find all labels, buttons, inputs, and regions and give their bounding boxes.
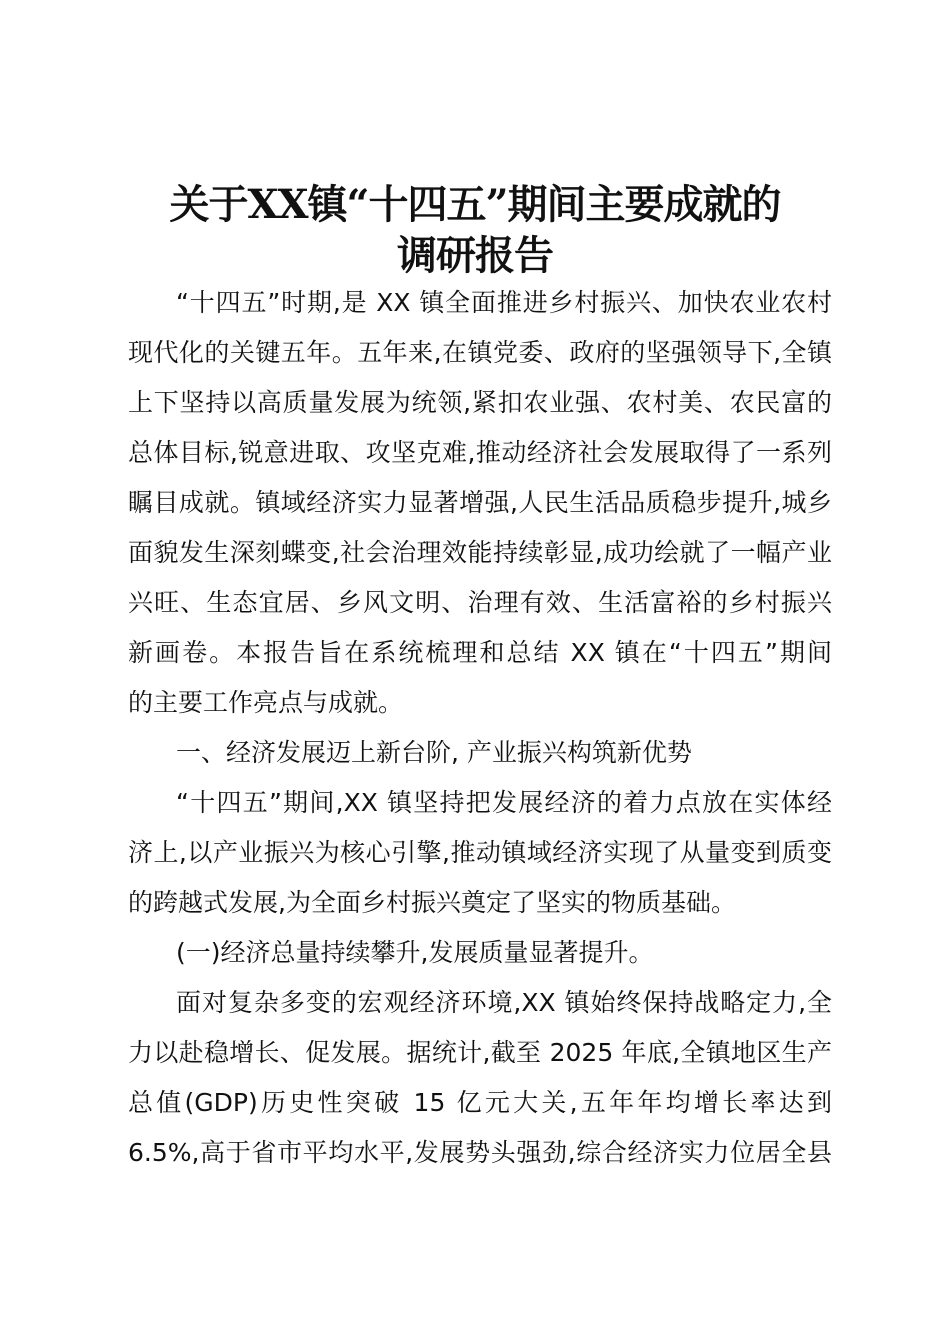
body-text-line: 力以赴稳增长、促发展。据统计,截至 2025 年底,全镇地区生产 <box>128 1038 832 1067</box>
body-text-line: 面貌发生深刻蝶变,社会治理效能持续彰显,成功绘就了一幅产业 <box>128 538 832 567</box>
section-heading: 一、经济发展迈上新台阶, 产业振兴构筑新优势 <box>176 738 692 767</box>
body-text-line: “十四五”期间,XX 镇坚持把发展经济的着力点放在实体经 <box>176 788 832 817</box>
body-text-line: 总体目标,锐意进取、攻坚克难,推动经济社会发展取得了一系列 <box>128 438 832 467</box>
body-text-line: 济上,以产业振兴为核心引擎,推动镇域经济实现了从量变到质变 <box>128 838 832 867</box>
document-title-line-1: 关于XX镇“十四五”期间主要成就的 <box>169 181 781 228</box>
body-text-line: “十四五”时期,是 XX 镇全面推进乡村振兴、加快农业农村 <box>176 288 832 317</box>
body-text-line: 瞩目成就。镇域经济实力显著增强,人民生活品质稳步提升,城乡 <box>128 488 832 517</box>
body-text-line: 的跨越式发展,为全面乡村振兴奠定了坚实的物质基础。 <box>128 888 736 917</box>
subsection-heading: (一)经济总量持续攀升,发展质量显著提升。 <box>176 938 654 967</box>
body-text-line: 上下坚持以高质量发展为统领,紧扣农业强、农村美、农民富的 <box>128 388 832 417</box>
document-title-line-2: 调研报告 <box>397 232 553 279</box>
body-text-line: 面对复杂多变的宏观经济环境,XX 镇始终保持战略定力,全 <box>176 988 832 1017</box>
body-text-line: 6.5%,高于省市平均水平,发展势头强劲,综合经济实力位居全县 <box>128 1138 832 1167</box>
body-text-line: 的主要工作亮点与成就。 <box>128 688 404 717</box>
body-text-line: 总值(GDP)历史性突破 15 亿元大关,五年年均增长率达到 <box>128 1088 832 1117</box>
body-text-line: 兴旺、生态宜居、乡风文明、治理有效、生活富裕的乡村振兴 <box>128 588 832 617</box>
body-text-line: 新画卷。本报告旨在系统梳理和总结 XX 镇在“十四五”期间 <box>128 638 832 667</box>
body-text-line: 现代化的关键五年。五年来,在镇党委、政府的坚强领导下,全镇 <box>128 338 832 367</box>
